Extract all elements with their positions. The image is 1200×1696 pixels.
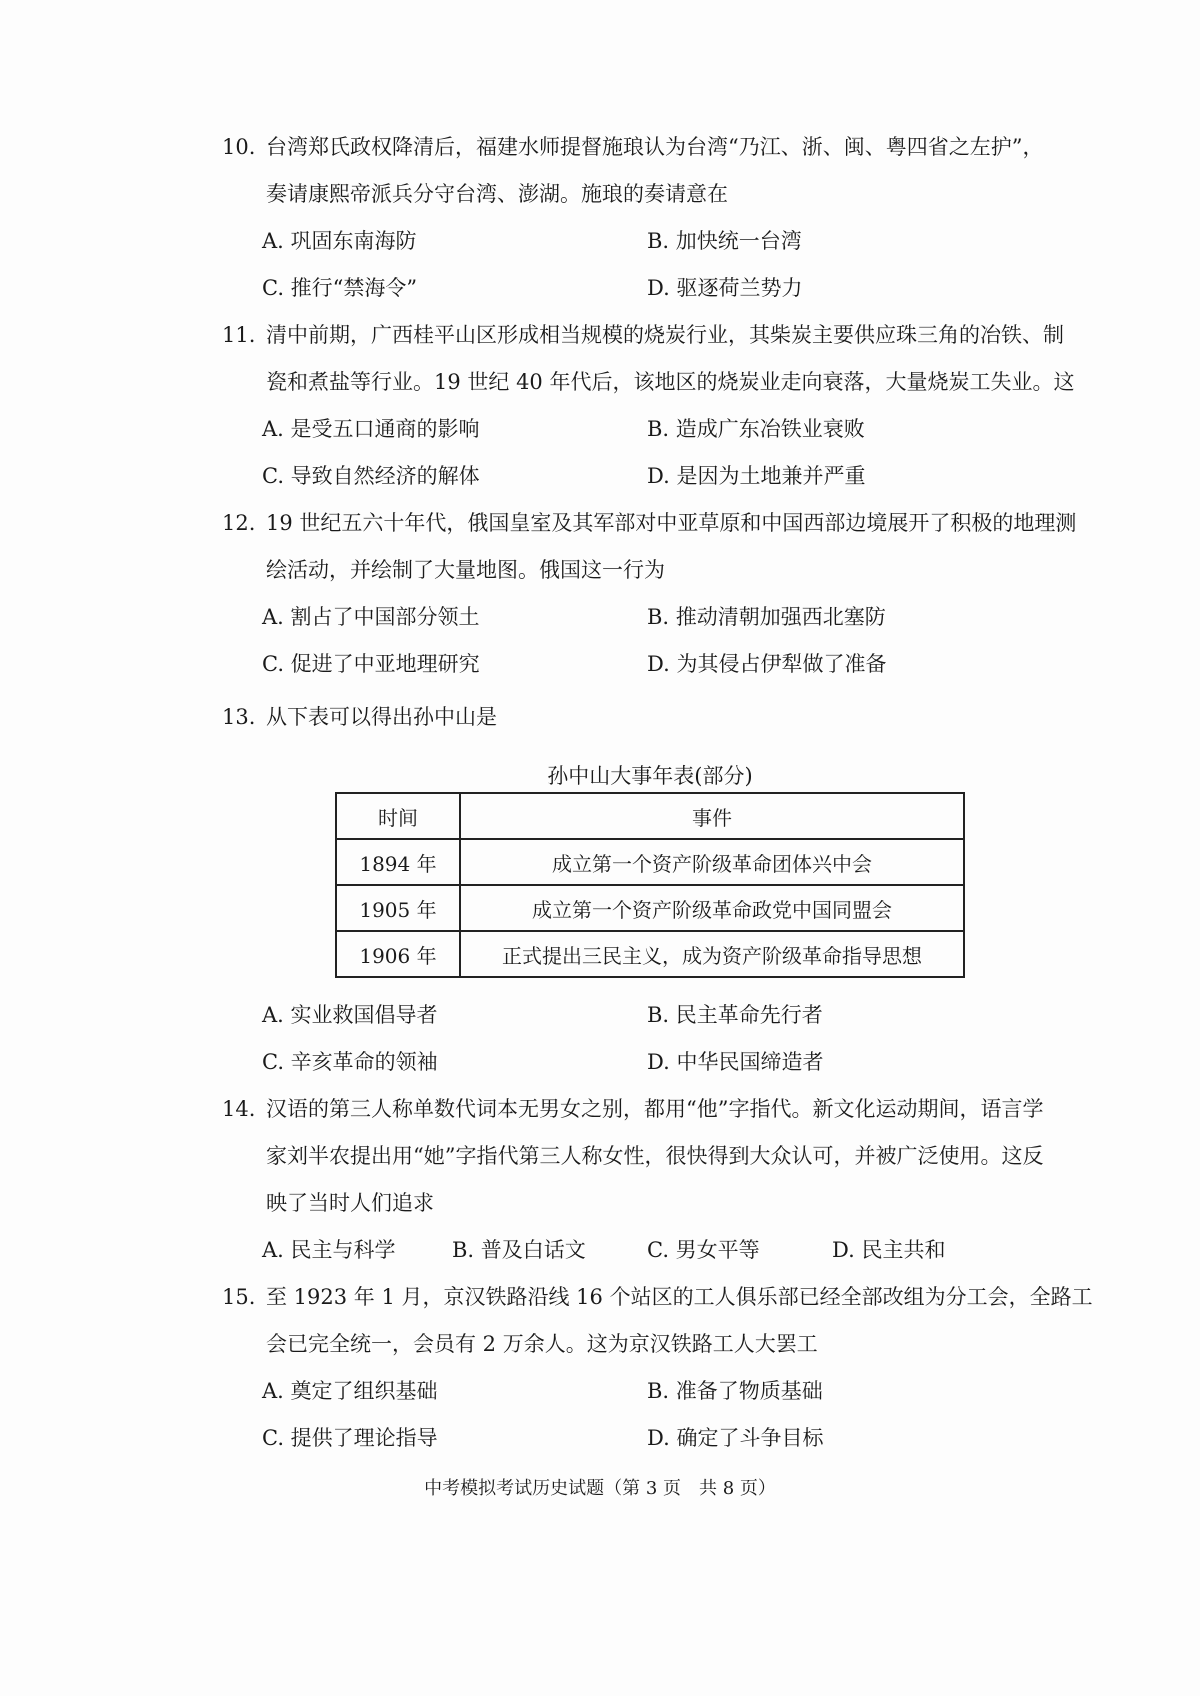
option-c[interactable]: C. 提供了理论指导 — [262, 1426, 438, 1450]
question-stem-line: 会已完全统一，会员有 2 万余人。这为京汉铁路工人大罢工 — [266, 1332, 818, 1356]
option-b[interactable]: B. 造成广东冶铁业衰败 — [647, 417, 865, 441]
table-title: 孙中山大事年表(部分) — [547, 764, 753, 788]
option-c[interactable]: C. 促进了中亚地理研究 — [262, 652, 480, 676]
option-d[interactable]: D. 中华民国缔造者 — [647, 1050, 824, 1074]
table-cell-event: 成立第一个资产阶级革命团体兴中会 — [460, 839, 964, 885]
question-14 — [222, 1086, 1102, 1227]
option-d[interactable]: D. 驱逐荷兰势力 — [647, 276, 803, 300]
option-b[interactable]: B. 民主革命先行者 — [647, 1003, 823, 1027]
option-c[interactable]: C. 辛亥革命的领袖 — [262, 1050, 438, 1074]
question-13 — [222, 694, 1102, 741]
options-11 — [262, 406, 1082, 500]
question-15 — [222, 1274, 1102, 1368]
option-b[interactable]: B. 推动清朝加强西北塞防 — [647, 605, 886, 629]
question-12 — [222, 500, 1102, 594]
question-stem-line: 台湾郑氏政权降清后，福建水师提督施琅认为台湾“乃江、浙、闽、粤四省之左护”， — [266, 135, 1044, 159]
question-11 — [222, 312, 1102, 406]
options-15 — [262, 1368, 1082, 1462]
option-d[interactable]: D. 为其侵占伊犁做了准备 — [647, 652, 887, 676]
table-header-event: 事件 — [460, 793, 964, 839]
question-stem-line: 汉语的第三人称单数代词本无男女之别，都用“他”字指代。新文化运动期间，语言学 — [266, 1097, 1044, 1121]
question-stem-line: 至 1923 年 1 月，京汉铁路沿线 16 个站区的工人俱乐部已经全部改组为分工会，全路工 — [266, 1285, 1093, 1309]
option-d[interactable]: D. 确定了斗争目标 — [647, 1426, 824, 1450]
question-stem-line: 从下表可以得出孙中山是 — [266, 705, 497, 729]
option-c[interactable]: C. 推行“禁海令” — [262, 276, 418, 300]
table-cell-time: 1894 年 — [336, 839, 460, 885]
question-stem-line: 瓷和煮盐等行业。19 世纪 40 年代后，该地区的烧炭业走向衰落，大量烧炭工失业。这 — [266, 370, 1075, 394]
options-14 — [262, 1227, 1082, 1274]
option-a[interactable]: A. 奠定了组织基础 — [262, 1379, 438, 1403]
question-stem-line: 家刘半农提出用“她”字指代第三人称女性，很快得到大众认可，并被广泛使用。这反 — [266, 1144, 1044, 1168]
table-header-time: 时间 — [336, 793, 460, 839]
question-number: 15. — [222, 1285, 256, 1309]
option-a[interactable]: A. 巩固东南海防 — [262, 229, 417, 253]
question-number: 14. — [222, 1097, 256, 1121]
question-number: 13. — [222, 705, 256, 729]
option-a[interactable]: A. 是受五口通商的影响 — [262, 417, 480, 441]
table-row — [336, 839, 964, 885]
question-stem-line: 清中前期，广西桂平山区形成相当规模的烧炭行业，其柴炭主要供应珠三角的冶铁、制 — [266, 323, 1064, 347]
options-13 — [262, 992, 1082, 1086]
question-number: 12. — [222, 511, 256, 535]
question-stem-line: 19 世纪五六十年代，俄国皇室及其军部对中亚草原和中国西部边境展开了积极的地理测 — [266, 511, 1077, 535]
table-cell-time: 1906 年 — [336, 931, 460, 977]
option-d[interactable]: D. 民主共和 — [832, 1238, 946, 1262]
option-a[interactable]: A. 实业救国倡导者 — [262, 1003, 438, 1027]
options-12 — [262, 594, 1082, 688]
option-a[interactable]: A. 割占了中国部分领土 — [262, 605, 480, 629]
question-stem-line: 映了当时人们追求 — [266, 1191, 434, 1215]
option-d[interactable]: D. 是因为土地兼并严重 — [647, 464, 866, 488]
question-10 — [222, 124, 1102, 218]
table-row — [336, 885, 964, 931]
events-table — [335, 792, 965, 978]
table-cell-event: 成立第一个资产阶级革命政党中国同盟会 — [460, 885, 964, 931]
option-c[interactable]: C. 男女平等 — [647, 1238, 760, 1262]
question-stem-line: 绘活动，并绘制了大量地图。俄国这一行为 — [266, 558, 665, 582]
option-b[interactable]: B. 普及白话文 — [452, 1238, 586, 1262]
table-cell-time: 1905 年 — [336, 885, 460, 931]
table-header-row — [336, 793, 964, 839]
option-b[interactable]: B. 加快统一台湾 — [647, 229, 802, 253]
table-row — [336, 931, 964, 977]
table-cell-event: 正式提出三民主义，成为资产阶级革命指导思想 — [460, 931, 964, 977]
option-c[interactable]: C. 导致自然经济的解体 — [262, 464, 480, 488]
page-footer: 中考模拟考试历史试题（第 3 页 共 8 页） — [424, 1478, 776, 1499]
option-a[interactable]: A. 民主与科学 — [262, 1238, 396, 1262]
option-b[interactable]: B. 准备了物质基础 — [647, 1379, 823, 1403]
question-stem-line: 奏请康熙帝派兵分守台湾、澎湖。施琅的奏请意在 — [266, 182, 728, 206]
question-number: 10. — [222, 135, 256, 159]
options-10 — [262, 218, 1082, 312]
question-number: 11. — [222, 323, 256, 347]
